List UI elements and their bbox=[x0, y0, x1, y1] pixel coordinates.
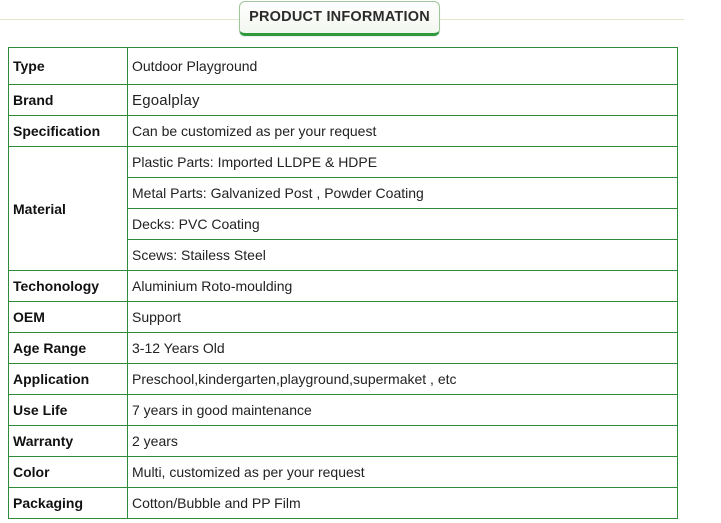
section-title-badge bbox=[239, 1, 440, 36]
row-value-warranty: 2 years bbox=[128, 426, 678, 457]
table-row-technology bbox=[9, 271, 678, 302]
table-row-color bbox=[9, 457, 678, 488]
row-key-technology: Techonology bbox=[9, 271, 128, 302]
row-value-specification: Can be customized as per your request bbox=[128, 116, 678, 147]
row-value-material-metal: Metal Parts: Galvanized Post , Powder Coating bbox=[128, 178, 678, 209]
row-key-oem: OEM bbox=[9, 302, 128, 333]
row-value-technology: Aluminium Roto-moulding bbox=[128, 271, 678, 302]
table-row-type bbox=[9, 48, 678, 85]
row-value-color: Multi, customized as per your request bbox=[128, 457, 678, 488]
row-value-use-life: 7 years in good maintenance bbox=[128, 395, 678, 426]
row-key-use-life: Use Life bbox=[9, 395, 128, 426]
section-title: PRODUCT INFORMATION bbox=[249, 9, 430, 25]
row-key-brand: Brand bbox=[9, 85, 128, 116]
row-value-type: Outdoor Playground bbox=[128, 48, 678, 85]
row-value-brand: Egoalplay bbox=[128, 85, 678, 116]
row-value-material-screws: Scews: Stailess Steel bbox=[128, 240, 678, 271]
table-row-oem bbox=[9, 302, 678, 333]
table-row-use-life bbox=[9, 395, 678, 426]
row-value-material-decks: Decks: PVC Coating bbox=[128, 209, 678, 240]
table-row-application bbox=[9, 364, 678, 395]
row-value-application: Preschool,kindergarten,playground,supermaket , etc bbox=[128, 364, 678, 395]
row-key-age-range: Age Range bbox=[9, 333, 128, 364]
row-value-oem: Support bbox=[128, 302, 678, 333]
table-row-specification bbox=[9, 116, 678, 147]
row-value-material-plastic: Plastic Parts: Imported LLDPE & HDPE bbox=[128, 147, 678, 178]
table-row-brand bbox=[9, 85, 678, 116]
table-row-age-range bbox=[9, 333, 678, 364]
row-key-color: Color bbox=[9, 457, 128, 488]
table-row-packaging bbox=[9, 488, 678, 519]
row-value-packaging: Cotton/Bubble and PP Film bbox=[128, 488, 678, 519]
table-row-material bbox=[9, 147, 678, 178]
row-key-packaging: Packaging bbox=[9, 488, 128, 519]
row-key-warranty: Warranty bbox=[9, 426, 128, 457]
row-key-type: Type bbox=[9, 48, 128, 85]
row-value-age-range: 3-12 Years Old bbox=[128, 333, 678, 364]
table-row-warranty bbox=[9, 426, 678, 457]
row-key-material: Material bbox=[9, 147, 128, 271]
product-info-table bbox=[8, 47, 678, 519]
row-key-application: Application bbox=[9, 364, 128, 395]
row-key-specification: Specification bbox=[9, 116, 128, 147]
